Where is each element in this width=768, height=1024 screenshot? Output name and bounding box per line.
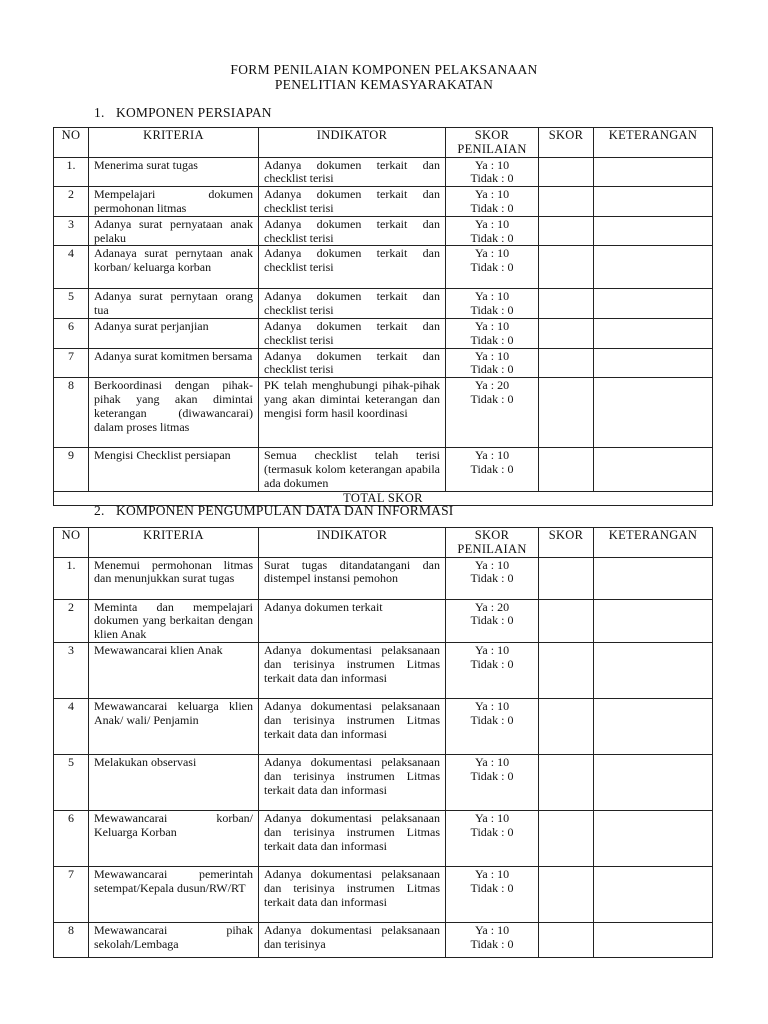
row-number: 5	[54, 289, 89, 319]
header-indikator: INDIKATOR	[259, 528, 446, 558]
row-indikator: Adanya dokumen terkait dan checklist terisi	[259, 246, 446, 289]
table-row	[54, 348, 713, 378]
skor-ya: Ya : 10	[474, 157, 510, 172]
row-skor[interactable]	[539, 246, 594, 289]
skor-tidak: Tidak : 0	[470, 362, 514, 377]
table-row	[54, 216, 713, 246]
section-1-heading	[94, 105, 272, 120]
row-kriteria: Melakukan observasi	[89, 754, 259, 810]
row-keterangan[interactable]	[594, 642, 713, 698]
skor-tidak: Tidak : 0	[470, 391, 514, 406]
row-skor[interactable]	[539, 557, 594, 599]
row-skor[interactable]	[539, 348, 594, 378]
row-skor-penilaian	[446, 216, 539, 246]
table-row	[54, 754, 713, 810]
table-header-row	[54, 128, 713, 158]
row-skor-penilaian	[446, 289, 539, 319]
table-row	[54, 698, 713, 754]
row-keterangan[interactable]	[594, 378, 713, 448]
row-indikator: Adanya dokumentasi pelaksanaan dan terisinya instrumen Litmas terkait data dan informasi	[259, 866, 446, 922]
row-indikator: Adanya dokumentasi pelaksanaan dan terisinya instrumen Litmas terkait data dan informasi	[259, 642, 446, 698]
row-keterangan[interactable]	[594, 448, 713, 491]
table-body	[54, 557, 713, 957]
skor-ya: Ya : 10	[474, 754, 510, 769]
row-indikator: PK telah menghubungi pihak-pihak yang akan dimintai keterangan dan mengisi form hasil koordinasi	[259, 378, 446, 448]
row-indikator: Adanya dokumen terkait	[259, 599, 446, 642]
row-kriteria: Adanya surat komitmen bersama	[89, 348, 259, 378]
row-indikator: Adanya dokumen terkait dan checklist terisi	[259, 318, 446, 348]
skor-tidak: Tidak : 0	[470, 712, 514, 727]
row-skor-penilaian	[446, 557, 539, 599]
row-skor[interactable]	[539, 810, 594, 866]
header-kriteria: KRITERIA	[89, 528, 259, 558]
row-keterangan[interactable]	[594, 289, 713, 319]
row-skor-penilaian	[446, 378, 539, 448]
skor-tidak: Tidak : 0	[470, 230, 514, 245]
skor-ya: Ya : 10	[474, 289, 510, 304]
row-indikator: Surat tugas ditandatangani dan distempel instansi pemohon	[259, 557, 446, 599]
skor-tidak: Tidak : 0	[470, 656, 514, 671]
row-keterangan[interactable]	[594, 157, 713, 187]
table-body	[54, 157, 713, 491]
row-skor-penilaian	[446, 348, 539, 378]
row-kriteria: Mewawancarai pihak sekolah/Lembaga	[89, 922, 259, 957]
header-no: NO	[54, 528, 89, 558]
row-keterangan[interactable]	[594, 318, 713, 348]
table-row	[54, 557, 713, 599]
skor-ya: Ya : 10	[474, 810, 510, 825]
table-row	[54, 599, 713, 642]
row-kriteria: Mewawancarai korban/ Keluarga Korban	[89, 810, 259, 866]
row-skor-penilaian	[446, 246, 539, 289]
row-kriteria: Mewawancarai klien Anak	[89, 642, 259, 698]
section-1-number: 1.	[94, 105, 105, 120]
header-skor: SKOR	[539, 128, 594, 158]
skor-ya: Ya : 10	[474, 318, 510, 333]
row-skor[interactable]	[539, 922, 594, 957]
row-kriteria: Adanya surat pernytaan orang tua	[89, 289, 259, 319]
row-skor-penilaian	[446, 866, 539, 922]
row-number: 6	[54, 810, 89, 866]
row-kriteria: Adanaya surat pernytaan anak korban/ keluarga korban	[89, 246, 259, 289]
row-kriteria: Mempelajari dokumen permohonan litmas	[89, 187, 259, 217]
table-komponen-persiapan	[53, 127, 713, 506]
row-skor[interactable]	[539, 448, 594, 491]
row-skor[interactable]	[539, 187, 594, 217]
header-skor-penilaian: SKOR PENILAIAN	[446, 528, 539, 558]
table-row	[54, 187, 713, 217]
form-title-line-1: FORM PENILAIAN KOMPONEN PELAKSANAAN	[230, 62, 538, 77]
row-keterangan[interactable]	[594, 557, 713, 599]
row-keterangan[interactable]	[594, 348, 713, 378]
section-2-number: 2.	[94, 503, 105, 518]
row-indikator: Adanya dokumentasi pelaksanaan dan terisinya	[259, 922, 446, 957]
row-number: 4	[54, 246, 89, 289]
row-skor[interactable]	[539, 318, 594, 348]
row-number: 4	[54, 698, 89, 754]
row-kriteria: Mewawancarai pemerintah setempat/Kepala dusun/RW/RT	[89, 866, 259, 922]
table-row	[54, 318, 713, 348]
skor-tidak: Tidak : 0	[470, 260, 514, 275]
table-komponen-pengumpulan-data	[53, 527, 713, 958]
row-keterangan[interactable]	[594, 246, 713, 289]
row-skor-penilaian	[446, 754, 539, 810]
skor-ya: Ya : 10	[474, 557, 510, 572]
row-number: 5	[54, 754, 89, 810]
row-number: 7	[54, 866, 89, 922]
row-keterangan[interactable]	[594, 187, 713, 217]
skor-ya: Ya : 10	[474, 187, 510, 202]
form-title-line-2: PENELITIAN KEMASYARAKATAN	[274, 77, 494, 92]
row-keterangan[interactable]	[594, 216, 713, 246]
skor-ya: Ya : 10	[474, 866, 510, 881]
row-skor[interactable]	[539, 216, 594, 246]
skor-ya: Ya : 10	[474, 698, 510, 713]
row-indikator: Adanya dokumen terkait dan checklist terisi	[259, 348, 446, 378]
skor-ya: Ya : 10	[474, 216, 510, 231]
header-kriteria: KRITERIA	[89, 128, 259, 158]
table-header-row	[54, 528, 713, 558]
skor-tidak: Tidak : 0	[470, 936, 514, 951]
skor-tidak: Tidak : 0	[470, 824, 514, 839]
header-no: NO	[54, 128, 89, 158]
row-number: 7	[54, 348, 89, 378]
row-skor[interactable]	[539, 289, 594, 319]
header-indikator: INDIKATOR	[259, 128, 446, 158]
row-kriteria: Berkoordinasi dengan pihak-pihak yang akan dimintai keterangan (diwawancarai) dalam proses litmas	[89, 378, 259, 448]
row-skor-penilaian	[446, 698, 539, 754]
header-keterangan: KETERANGAN	[594, 528, 713, 558]
row-skor-penilaian	[446, 599, 539, 642]
row-indikator: Adanya dokumentasi pelaksanaan dan terisinya instrumen Litmas terkait data dan informasi	[259, 698, 446, 754]
skor-ya: Ya : 20	[474, 378, 510, 393]
row-skor[interactable]	[539, 378, 594, 448]
row-number: 6	[54, 318, 89, 348]
row-number: 1.	[54, 557, 89, 599]
skor-tidak: Tidak : 0	[470, 880, 514, 895]
table-row	[54, 378, 713, 448]
row-indikator: Adanya dokumentasi pelaksanaan dan terisinya instrumen Litmas terkait data dan informasi	[259, 754, 446, 810]
header-keterangan: KETERANGAN	[594, 128, 713, 158]
row-number: 2	[54, 599, 89, 642]
row-kriteria: Mewawancarai keluarga klien Anak/ wali/ Penjamin	[89, 698, 259, 754]
row-kriteria: Adanya surat pernyataan anak pelaku	[89, 216, 259, 246]
total-skor-label: TOTAL SKOR	[54, 491, 713, 505]
row-number: 8	[54, 378, 89, 448]
skor-tidak: Tidak : 0	[470, 200, 514, 215]
row-keterangan[interactable]	[594, 754, 713, 810]
header-skor: SKOR	[539, 528, 594, 558]
skor-ya: Ya : 20	[474, 599, 510, 614]
table-row	[54, 448, 713, 491]
table-row	[54, 642, 713, 698]
row-number: 9	[54, 448, 89, 491]
row-skor[interactable]	[539, 599, 594, 642]
skor-tidak: Tidak : 0	[470, 332, 514, 347]
row-indikator: Adanya dokumentasi pelaksanaan dan terisinya instrumen Litmas terkait data dan informasi	[259, 810, 446, 866]
row-skor-penilaian	[446, 810, 539, 866]
row-keterangan[interactable]	[594, 698, 713, 754]
row-skor-penilaian	[446, 187, 539, 217]
row-number: 8	[54, 922, 89, 957]
row-indikator: Semua checklist telah terisi (termasuk kolom keterangan apabila ada dokumen	[259, 448, 446, 491]
row-skor-penilaian	[446, 922, 539, 957]
row-kriteria: Menemui permohonan litmas dan menunjukkan surat tugas	[89, 557, 259, 599]
row-keterangan[interactable]	[594, 866, 713, 922]
row-number: 3	[54, 642, 89, 698]
row-skor[interactable]	[539, 754, 594, 810]
row-indikator: Adanya dokumen terkait dan checklist terisi	[259, 187, 446, 217]
table-row	[54, 866, 713, 922]
row-kriteria: Adanya surat perjanjian	[89, 318, 259, 348]
row-indikator: Adanya dokumen terkait dan checklist terisi	[259, 289, 446, 319]
row-skor-penilaian	[446, 157, 539, 187]
row-number: 1.	[54, 157, 89, 187]
row-number: 3	[54, 216, 89, 246]
row-skor[interactable]	[539, 866, 594, 922]
row-skor[interactable]	[539, 157, 594, 187]
row-skor[interactable]	[539, 698, 594, 754]
table-row	[54, 922, 713, 957]
row-kriteria: Meminta dan mempelajari dokumen yang berkaitan dengan klien Anak	[89, 599, 259, 642]
row-skor-penilaian	[446, 448, 539, 491]
row-skor[interactable]	[539, 642, 594, 698]
section-2-title: KOMPONEN PENGUMPULAN DATA DAN INFORMASI	[116, 503, 454, 518]
section-1-title: KOMPONEN PERSIAPAN	[116, 105, 272, 120]
skor-ya: Ya : 10	[474, 246, 510, 261]
table-row	[54, 246, 713, 289]
row-kriteria: Menerima surat tugas	[89, 157, 259, 187]
skor-tidak: Tidak : 0	[470, 171, 514, 186]
row-number: 2	[54, 187, 89, 217]
row-skor-penilaian	[446, 642, 539, 698]
skor-tidak: Tidak : 0	[470, 571, 514, 586]
row-kriteria: Mengisi Checklist persiapan	[89, 448, 259, 491]
skor-ya: Ya : 10	[474, 448, 510, 463]
skor-tidak: Tidak : 0	[470, 303, 514, 318]
header-skor-penilaian: SKOR PENILAIAN	[446, 128, 539, 158]
row-indikator: Adanya dokumen terkait dan checklist terisi	[259, 157, 446, 187]
skor-tidak: Tidak : 0	[470, 613, 514, 628]
table-row	[54, 810, 713, 866]
row-keterangan[interactable]	[594, 922, 713, 957]
table-row	[54, 157, 713, 187]
skor-tidak: Tidak : 0	[470, 461, 514, 476]
section-2-heading	[94, 503, 454, 518]
skor-ya: Ya : 10	[474, 348, 510, 363]
table-row	[54, 289, 713, 319]
skor-ya: Ya : 10	[474, 642, 510, 657]
row-indikator: Adanya dokumen terkait dan checklist terisi	[259, 216, 446, 246]
row-keterangan[interactable]	[594, 810, 713, 866]
row-keterangan[interactable]	[594, 599, 713, 642]
skor-tidak: Tidak : 0	[470, 768, 514, 783]
row-skor-penilaian	[446, 318, 539, 348]
skor-ya: Ya : 10	[474, 922, 510, 937]
